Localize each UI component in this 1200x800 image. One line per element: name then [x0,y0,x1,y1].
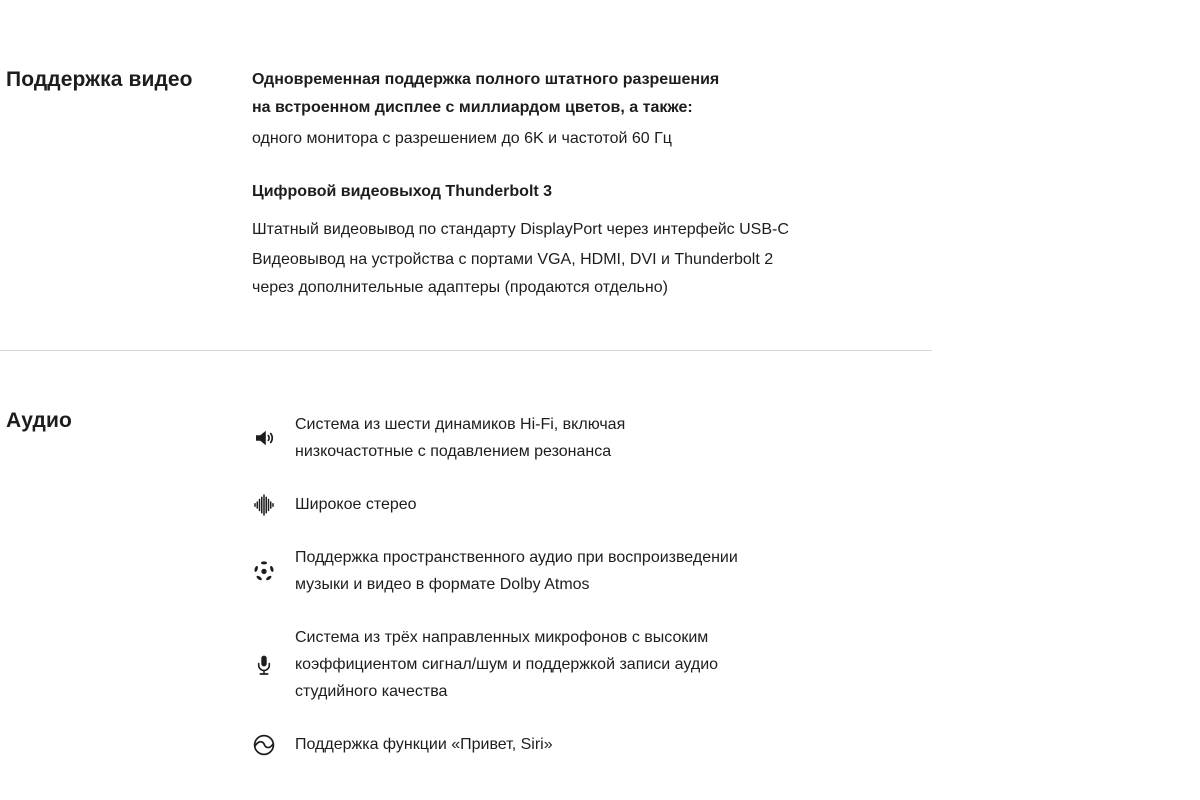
audio-section-title: Аудио [6,409,72,432]
audio-feature-text: Широкое стерео [295,496,417,513]
siri-icon [252,733,276,757]
video-intro-paragraph [252,66,1200,122]
audio-section-title-column [0,407,252,435]
audio-waveform-icon [252,493,276,517]
thunderbolt-heading: Цифровой видеовыход Thunderbolt 3 [252,183,553,200]
audio-feature-row [252,731,1200,758]
audio-feature-text: Поддержка функции «Привет, Siri» [295,736,553,753]
audio-feature-row [252,411,1200,465]
video-intro-line: на встроенном дисплее с миллиардом цветов, а также: [252,99,693,116]
video-section-title-column [0,66,252,94]
audio-feature-text: Система из шести динамиков Hi-Fi, включая низкочастотные с подавлением резонанса [295,416,626,460]
speaker-icon [252,426,276,450]
audio-feature-row [252,544,1200,598]
video-section-body [252,66,1200,302]
section-divider [0,350,932,351]
video-monitor-line: одного монитора с разрешением до 6K и частотой 60 Гц [252,130,672,147]
video-support-section [0,66,1200,302]
audio-section [0,407,1200,784]
video-section-title: Поддержка видео [6,68,193,91]
video-intro-line: Одновременная поддержка полного штатного разрешения [252,71,720,88]
audio-feature-text: Поддержка пространственного аудио при воспроизведении музыки и видео в формате Dolby Atmos [295,549,738,593]
adapters-line: Видеовывод на устройства с портами VGA, HDMI, DVI и Thunderbolt 2 [252,251,774,268]
adapters-paragraph [252,246,1200,302]
video-monitor-paragraph [252,125,1200,153]
displayport-paragraph: Штатный видеовывод по стандарту DisplayPort через интерфейс USB-C [252,221,789,238]
audio-feature-row [252,491,1200,518]
spatial-audio-icon [252,559,276,583]
audio-feature-text: Система из трёх направленных микрофонов с высоким коэффициентом сигнал/шум и поддержкой записи аудио студийного качества [295,629,719,700]
audio-feature-row [252,624,1200,705]
microphone-icon [252,653,276,677]
adapters-line: через дополнительные адаптеры (продаются отдельно) [252,279,668,296]
audio-section-body [252,407,1200,784]
